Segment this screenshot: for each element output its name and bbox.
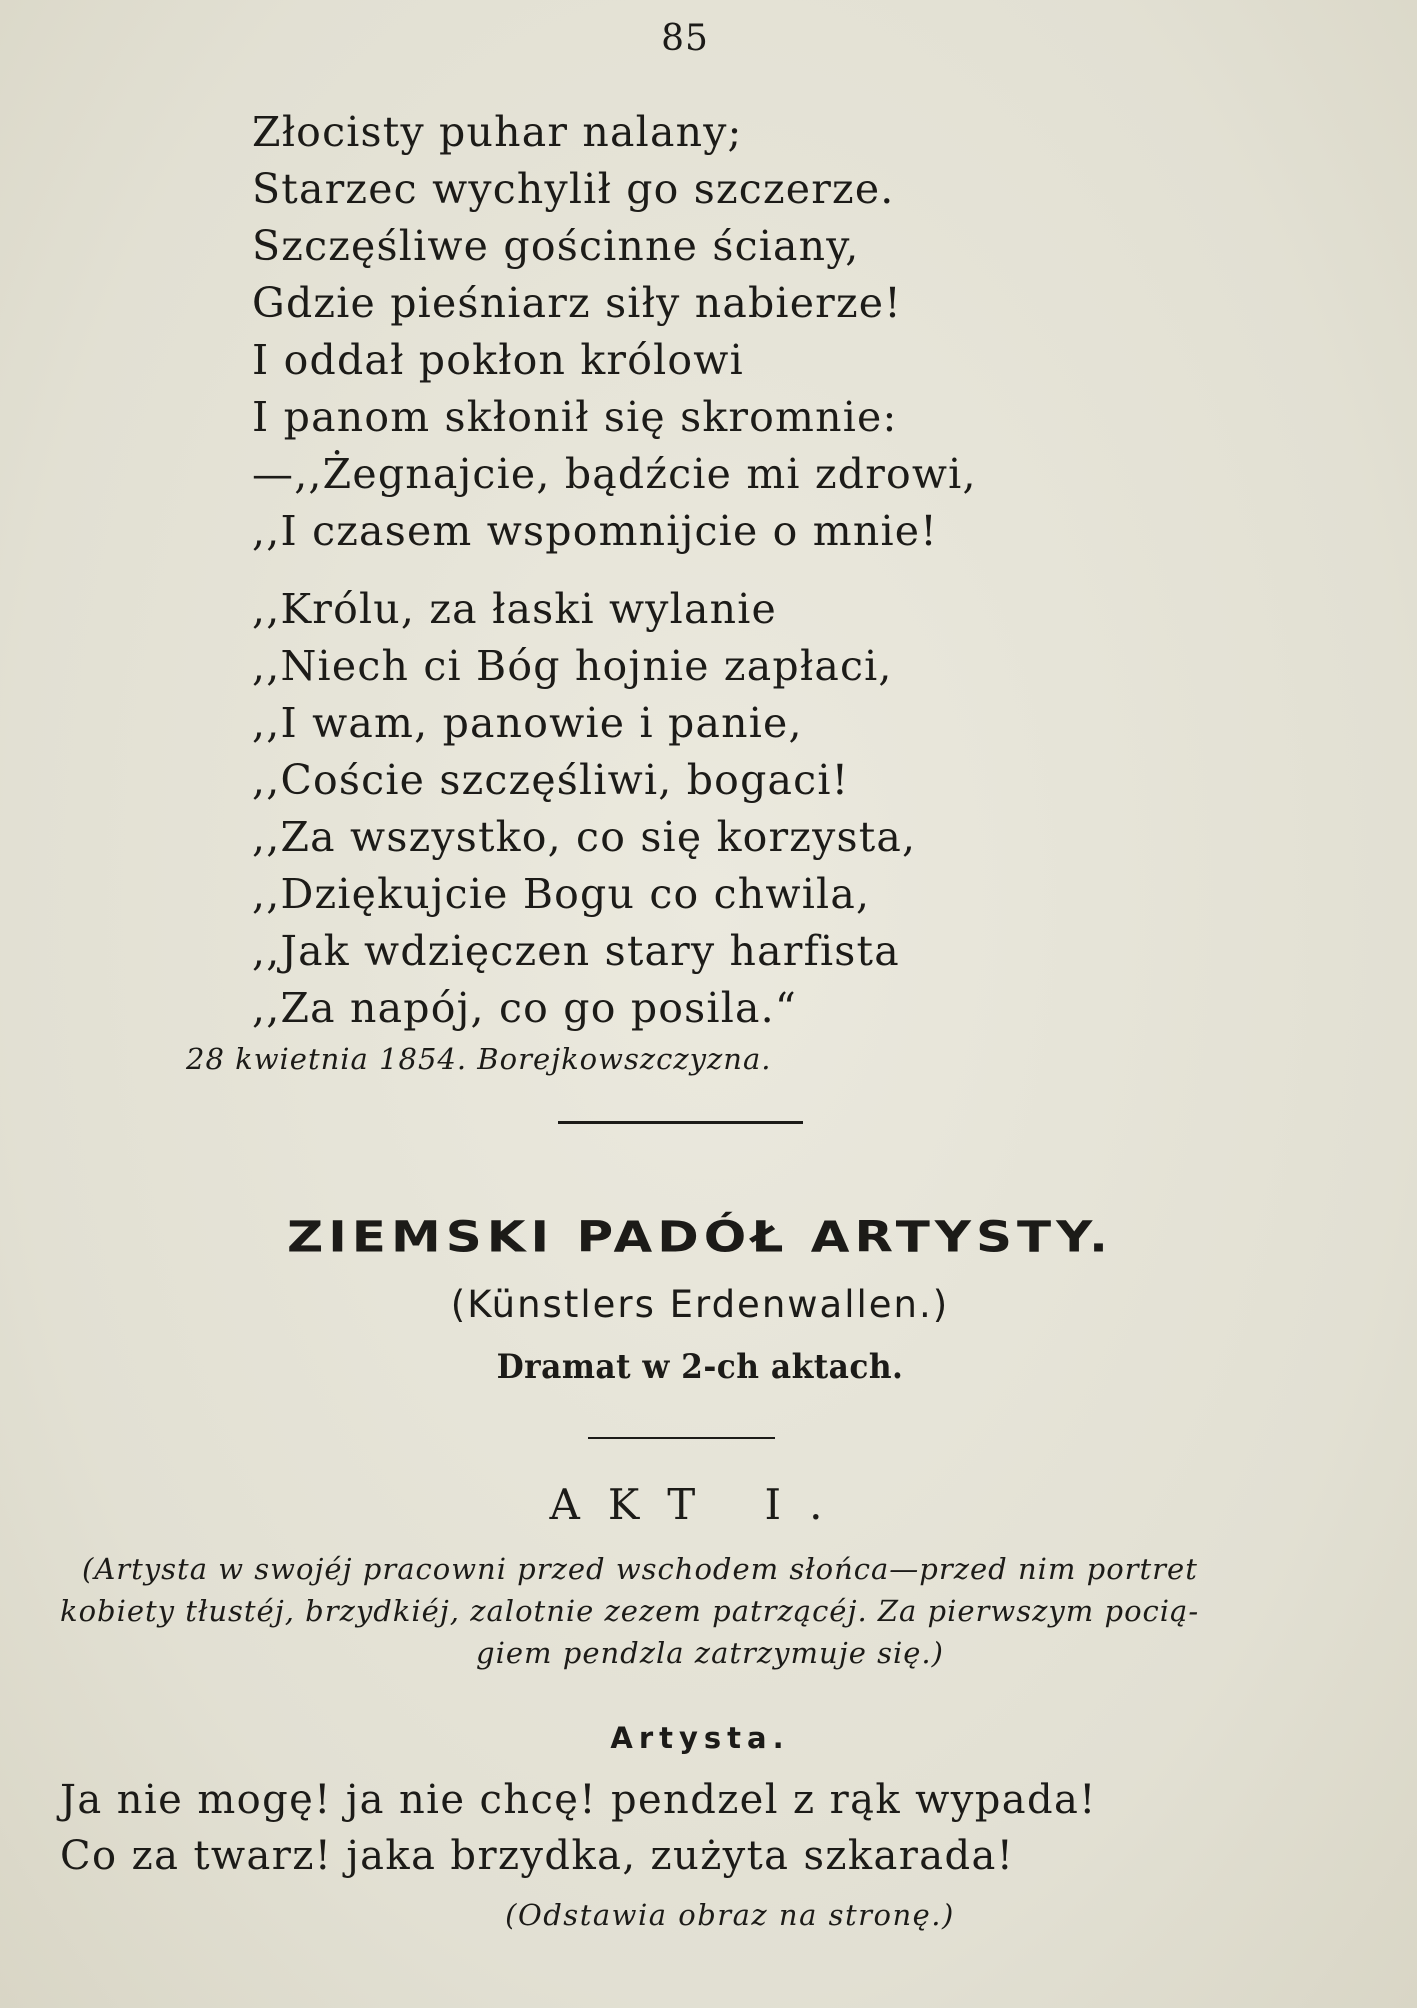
stage-direction-line: giem pendzla zatrzymuje się.) xyxy=(476,1636,944,1670)
poem-stanza-2 xyxy=(252,581,916,1037)
verse-line: ,,I wam, panowie i panie, xyxy=(252,699,803,747)
verse-line: ,,Jak wdzięczen stary harfista xyxy=(252,927,900,975)
poem-stanza-1 xyxy=(252,104,977,560)
verse-line: ,,Królu, za łaski wylanie xyxy=(252,585,778,633)
verse-line: I oddał pokłon królowi xyxy=(252,336,744,384)
dialogue-line: Ja nie mogę! ja nie chcę! pendzel z rąk wypada! xyxy=(60,1777,1097,1823)
verse-line: ,,Coście szczęśliwi, bogaci! xyxy=(252,756,850,804)
title-divider xyxy=(588,1437,775,1439)
stage-direction-line: (Artysta w swojéj pracowni przed wschodem słońca—przed nim portret xyxy=(82,1552,1198,1586)
verse-line: ,,Niech ci Bóg hojnie zapłaci, xyxy=(252,642,893,690)
page-number: 85 xyxy=(661,18,709,59)
verse-line: ,,Za wszystko, co się korzysta, xyxy=(252,813,917,861)
poem-dateline: 28 kwietnia 1854. Borejkowszczyzna. xyxy=(186,1042,772,1076)
stage-direction-closing: (Odstawia obraz na stronę.) xyxy=(505,1898,955,1932)
play-genre: Dramat w 2-ch aktach. xyxy=(496,1347,904,1387)
verse-line: Złocisty puhar nalany; xyxy=(252,108,743,156)
act-heading: AKT I. xyxy=(549,1480,851,1529)
verse-line: I panom skłonił się skromnie: xyxy=(252,393,898,441)
verse-line: ,,Za napój, co go posila.“ xyxy=(252,984,798,1032)
dialogue-line: Co za twarz! jaka brzydka, zużyta szkarada! xyxy=(60,1833,1015,1879)
speaker-name: Artysta. xyxy=(610,1721,790,1755)
verse-line: Szczęśliwe gościnne ściany, xyxy=(252,222,860,270)
play-title: ZIEMSKI PADÓŁ ARTYSTY. xyxy=(286,1212,1114,1262)
section-divider xyxy=(558,1121,803,1124)
verse-line: Gdzie pieśniarz siły nabierze! xyxy=(252,279,902,327)
verse-line: ,,Dziękujcie Bogu co chwila, xyxy=(252,870,871,918)
verse-line: Starzec wychylił go szczerze. xyxy=(252,165,895,213)
stage-direction-line: kobiety tłustéj, brzydkiéj, zalotnie zezem patrzącéj. Za pierwszym pocią- xyxy=(60,1594,1200,1628)
play-subtitle: (Künstlers Erdenwallen.) xyxy=(450,1283,950,1326)
verse-line: —,,Żegnajcie, bądźcie mi zdrowi, xyxy=(252,450,977,498)
stage-direction xyxy=(60,1548,1320,1674)
verse-line: ,,I czasem wspomnijcie o mnie! xyxy=(252,507,938,555)
